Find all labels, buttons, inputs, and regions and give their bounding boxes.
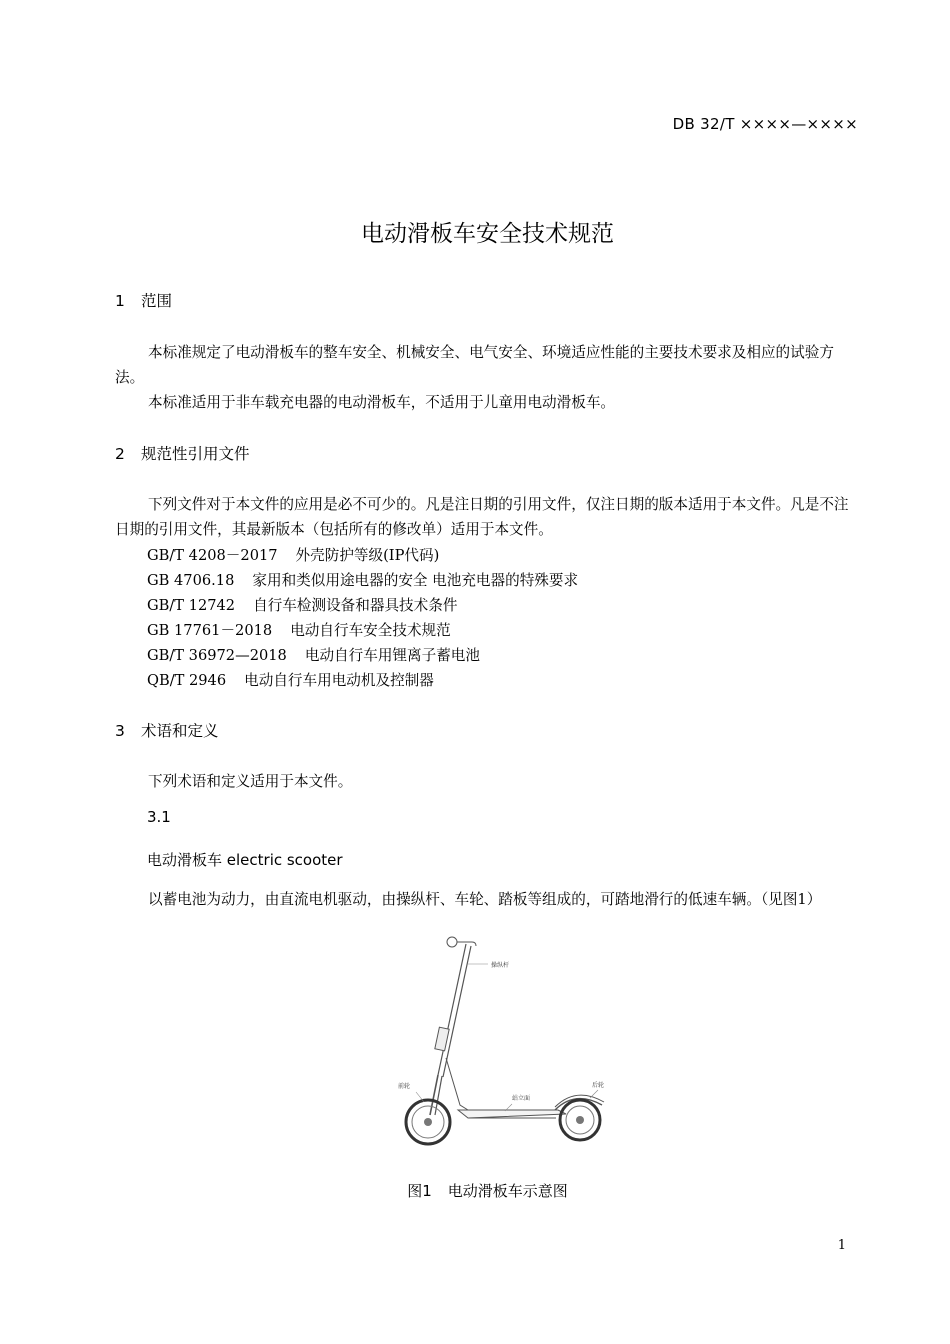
section-title: 术语和定义: [141, 722, 219, 740]
reference-item: [147, 644, 480, 665]
term-number: 3.1: [147, 808, 171, 826]
scope-paragraph-2: 本标准适用于非车载充电器的电动滑板车，不适用于儿童用电动滑板车。: [148, 394, 616, 411]
doc-title: 电动滑板车安全技术规范: [361, 221, 614, 247]
handlebar-grip: [447, 937, 457, 947]
section-1-heading: [115, 289, 172, 311]
label-front-wheel: 前轮: [398, 1083, 411, 1090]
reference-code: GB 4706.18: [147, 572, 235, 589]
reference-code: GB 17761－2018: [147, 622, 273, 639]
figure-number: 图1: [407, 1182, 432, 1200]
reference-item: [147, 569, 578, 590]
figure-caption: [0, 1180, 950, 1201]
reference-name: 电动自行车安全技术规范: [290, 622, 451, 639]
reference-code: GB/T 4208－2017: [147, 547, 278, 564]
reference-name: 外壳防护等级(IP代码): [295, 547, 440, 564]
scooter-diagram: [380, 930, 630, 1150]
reference-item: [147, 594, 457, 615]
reference-item: [147, 544, 439, 565]
reference-code: QB/T 2946: [147, 672, 227, 689]
reference-item: [147, 669, 434, 690]
section-number: 1: [115, 292, 125, 310]
reference-name: 家用和类似用途电器的安全 电池充电器的特殊要求: [252, 572, 579, 589]
rear-wheel: [560, 1100, 600, 1140]
reference-code: GB/T 36972—2018: [147, 647, 287, 664]
reference-code: GB/T 12742: [147, 597, 236, 614]
section-title: 范围: [141, 292, 173, 310]
label-rear-wheel: 后轮: [592, 1082, 605, 1089]
term-definition: 以蓄电池为动力，由直流电机驱动，由操纵杆、车轮、踏板等组成的，可踏地滑行的低速车辆。（见图1）: [148, 891, 822, 908]
page-number: 1: [837, 1238, 846, 1253]
scope-paragraph-1: 本标准规定了电动滑板车的整车安全、机械安全、电气安全、环境适应性能的主要技术要求及相应的试验方法。: [115, 344, 834, 386]
label-deck: 站立面: [512, 1095, 531, 1102]
reference-name: 电动自行车用锂离子蓄电池: [304, 647, 480, 664]
section-2-heading: [115, 442, 250, 464]
terms-intro-paragraph: 下列术语和定义适用于本文件。: [148, 773, 353, 790]
section-3-heading: [115, 719, 219, 741]
label-handlebar: 操纵杆: [491, 962, 510, 969]
section-title: 规范性引用文件: [141, 445, 250, 463]
front-wheel: [406, 1100, 450, 1144]
reference-name: 自行车检测设备和器具技术条件: [253, 597, 458, 614]
doc-code: DB 32/T ××××—××××: [672, 115, 858, 133]
reference-name: 电动自行车用电动机及控制器: [244, 672, 434, 689]
refs-intro-paragraph: 下列文件对于本文件的应用是必不可少的。凡是注日期的引用文件，仅注日期的版本适用于本文件。凡是不注日期的引用文件，其最新版本（包括所有的修改单）适用于本文件。: [115, 496, 849, 538]
figure-caption-text: 电动滑板车示意图: [447, 1182, 568, 1200]
reference-item: [147, 619, 451, 640]
section-number: 3: [115, 722, 125, 740]
section-number: 2: [115, 445, 125, 463]
term-name: 电动滑板车 electric scooter: [147, 851, 343, 869]
